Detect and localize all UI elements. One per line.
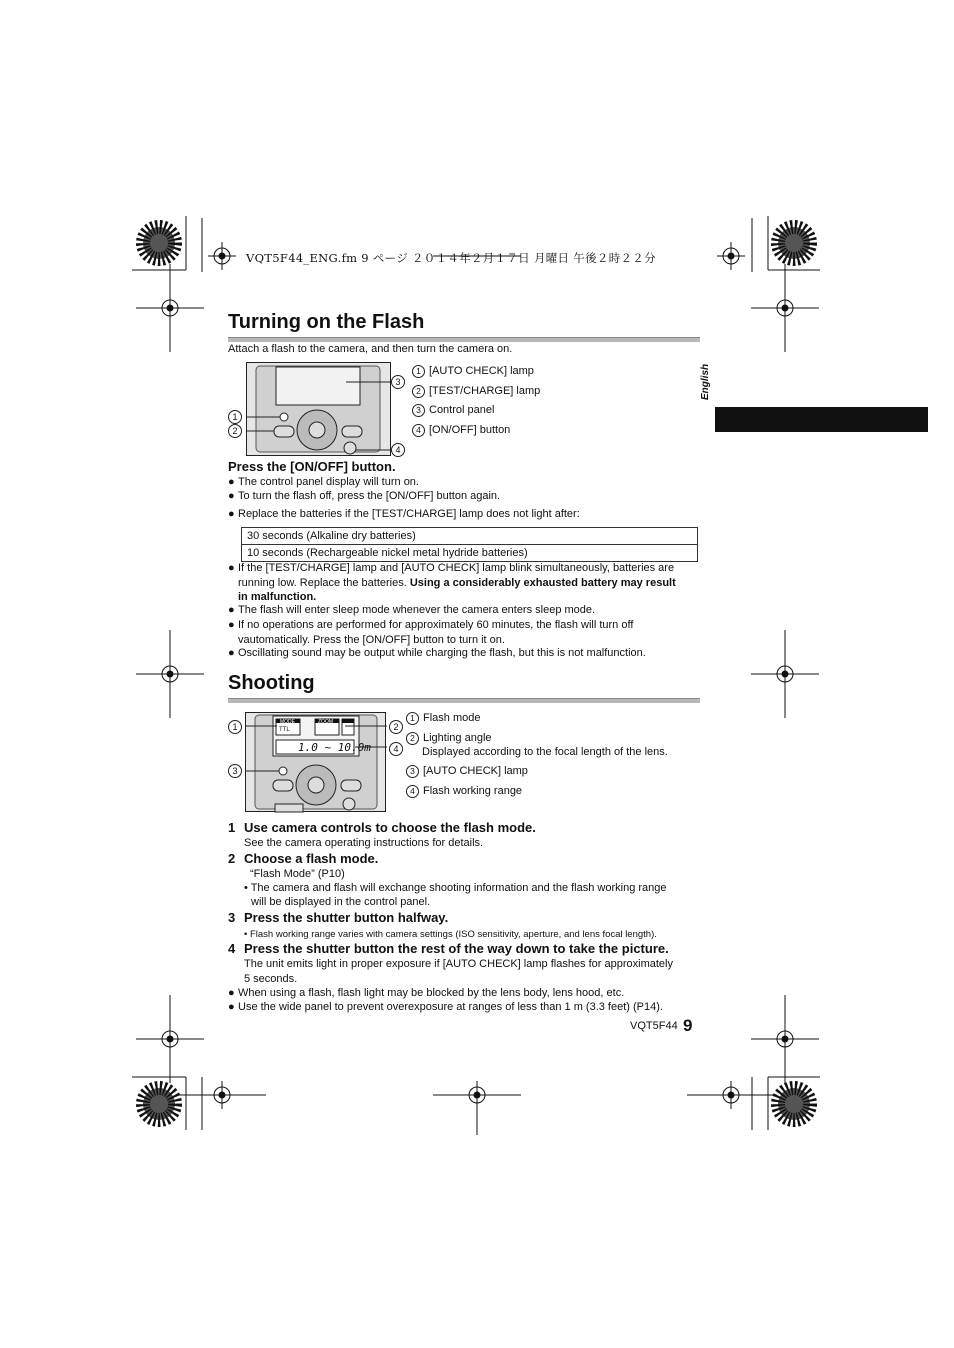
section-rule bbox=[228, 698, 700, 703]
step-4-detail: The unit emits light in proper exposure if [AUTO CHECK] lamp flashes for approximately bbox=[244, 958, 673, 970]
legend-item-4: 4 [ON/OFF] button bbox=[412, 423, 510, 437]
bullet-item: ● When using a flash, flash light may be blocked by the lens body, lens hood, etc. bbox=[228, 987, 625, 999]
battery-table bbox=[241, 527, 698, 562]
step-3: 3 Press the shutter button halfway. bbox=[228, 910, 449, 925]
step-1: 1 Use camera controls to choose the flash mode. bbox=[228, 820, 536, 835]
step-2-detail: “Flash Mode” (P10) bbox=[250, 868, 345, 880]
legend-item-3: 3 [AUTO CHECK] lamp bbox=[406, 764, 528, 778]
table-row bbox=[242, 528, 698, 545]
section-intro: Attach a flash to the camera, and then turn the camera on. bbox=[228, 343, 513, 355]
panel-ttl-label: TTL bbox=[279, 727, 290, 733]
footer-code: VQT5F44 bbox=[630, 1020, 678, 1032]
subheading-press-onoff: Press the [ON/OFF] button. bbox=[228, 459, 396, 474]
step-2: 2 Choose a flash mode. bbox=[228, 851, 379, 866]
callout-2: 2 bbox=[228, 424, 242, 438]
bullet-item: ● The control panel display will turn on. bbox=[228, 476, 419, 488]
callout-1: 1 bbox=[228, 720, 242, 734]
legend-item-2: 2 Lighting angle bbox=[406, 731, 492, 745]
page-number: 9 bbox=[683, 1016, 693, 1035]
bullet-item: ● The flash will enter sleep mode whenever the camera enters sleep mode. bbox=[228, 604, 596, 616]
legend-item-1: 1 Flash mode bbox=[406, 711, 480, 725]
bullet-item: ● Use the wide panel to prevent overexposure at ranges of less than 1 m (3.3 feet) (P14). bbox=[228, 1001, 663, 1013]
step-4-detail: 5 seconds. bbox=[244, 973, 298, 985]
panel-zoom-label: ZOOM bbox=[318, 719, 333, 725]
step-1-detail: See the camera operating instructions for details. bbox=[244, 837, 484, 849]
table-row bbox=[242, 545, 698, 562]
step-4: 4 Press the shutter button the rest of the way down to take the picture. bbox=[228, 941, 669, 956]
section-title-shooting: Shooting bbox=[228, 672, 315, 694]
legend-note: Displayed according to the focal length of the lens. bbox=[422, 746, 668, 758]
bullet-item: ● To turn the flash off, press the [ON/OFF] button again. bbox=[228, 490, 501, 502]
language-tab-label: English bbox=[700, 363, 711, 400]
bullet-item: ● Replace the batteries if the [TEST/CHARGE] lamp does not light after: bbox=[228, 508, 580, 520]
legend-item-2: 2 [TEST/CHARGE] lamp bbox=[412, 384, 540, 398]
callout-3: 3 bbox=[391, 375, 405, 389]
legend-item-1: 1 [AUTO CHECK] lamp bbox=[412, 364, 534, 378]
file-header: VQT5F44_ENG.fm 9 ページ ２０１４年２月１７日 月曜日 午後２時２２分 bbox=[246, 251, 656, 265]
legend-item-3: 3 Control panel bbox=[412, 403, 494, 417]
legend-item-4: 4 Flash working range bbox=[406, 784, 522, 798]
callout-2: 2 bbox=[389, 720, 403, 734]
callout-4: 4 bbox=[389, 742, 403, 756]
table-cell: 30 seconds (Alkaline dry batteries) bbox=[242, 528, 698, 545]
bullet-item: ● If no operations are performed for approximately 60 minutes, the flash will turn off vautomatically. Press the [ON/OFF] button to turn it on. bbox=[228, 619, 634, 646]
flash-panel-display-illustration bbox=[245, 712, 387, 813]
callout-3: 3 bbox=[228, 764, 242, 778]
section-title-turning-on: Turning on the Flash bbox=[228, 311, 425, 333]
callout-4: 4 bbox=[391, 443, 405, 457]
step-2-detail: will be displayed in the control panel. bbox=[251, 896, 431, 908]
step-3-detail: • Flash working range varies with camera settings (ISO sensitivity, aperture, and lens focal length). bbox=[244, 929, 657, 940]
table-cell: 10 seconds (Rechargeable nickel metal hydride batteries) bbox=[242, 545, 698, 562]
callout-1: 1 bbox=[228, 410, 242, 424]
flash-panel-illustration bbox=[246, 362, 392, 456]
panel-mode-label: MODE bbox=[280, 719, 295, 725]
bullet-item: ● Oscillating sound may be output while charging the flash, but this is not malfunction. bbox=[228, 647, 646, 659]
language-tab-bar bbox=[715, 407, 928, 432]
bullet-item-low-battery: ● If the [TEST/CHARGE] lamp and [AUTO CHECK] lamp blink simultaneously, batteries are running low. Replace the batteries. Using a considerably exhausted battery may result in malfunction. bbox=[228, 562, 676, 603]
panel-range-display: 1.0 ~ 10.0m bbox=[298, 741, 371, 754]
step-2-detail: • The camera and flash will exchange shooting information and the flash working range bbox=[244, 882, 667, 894]
